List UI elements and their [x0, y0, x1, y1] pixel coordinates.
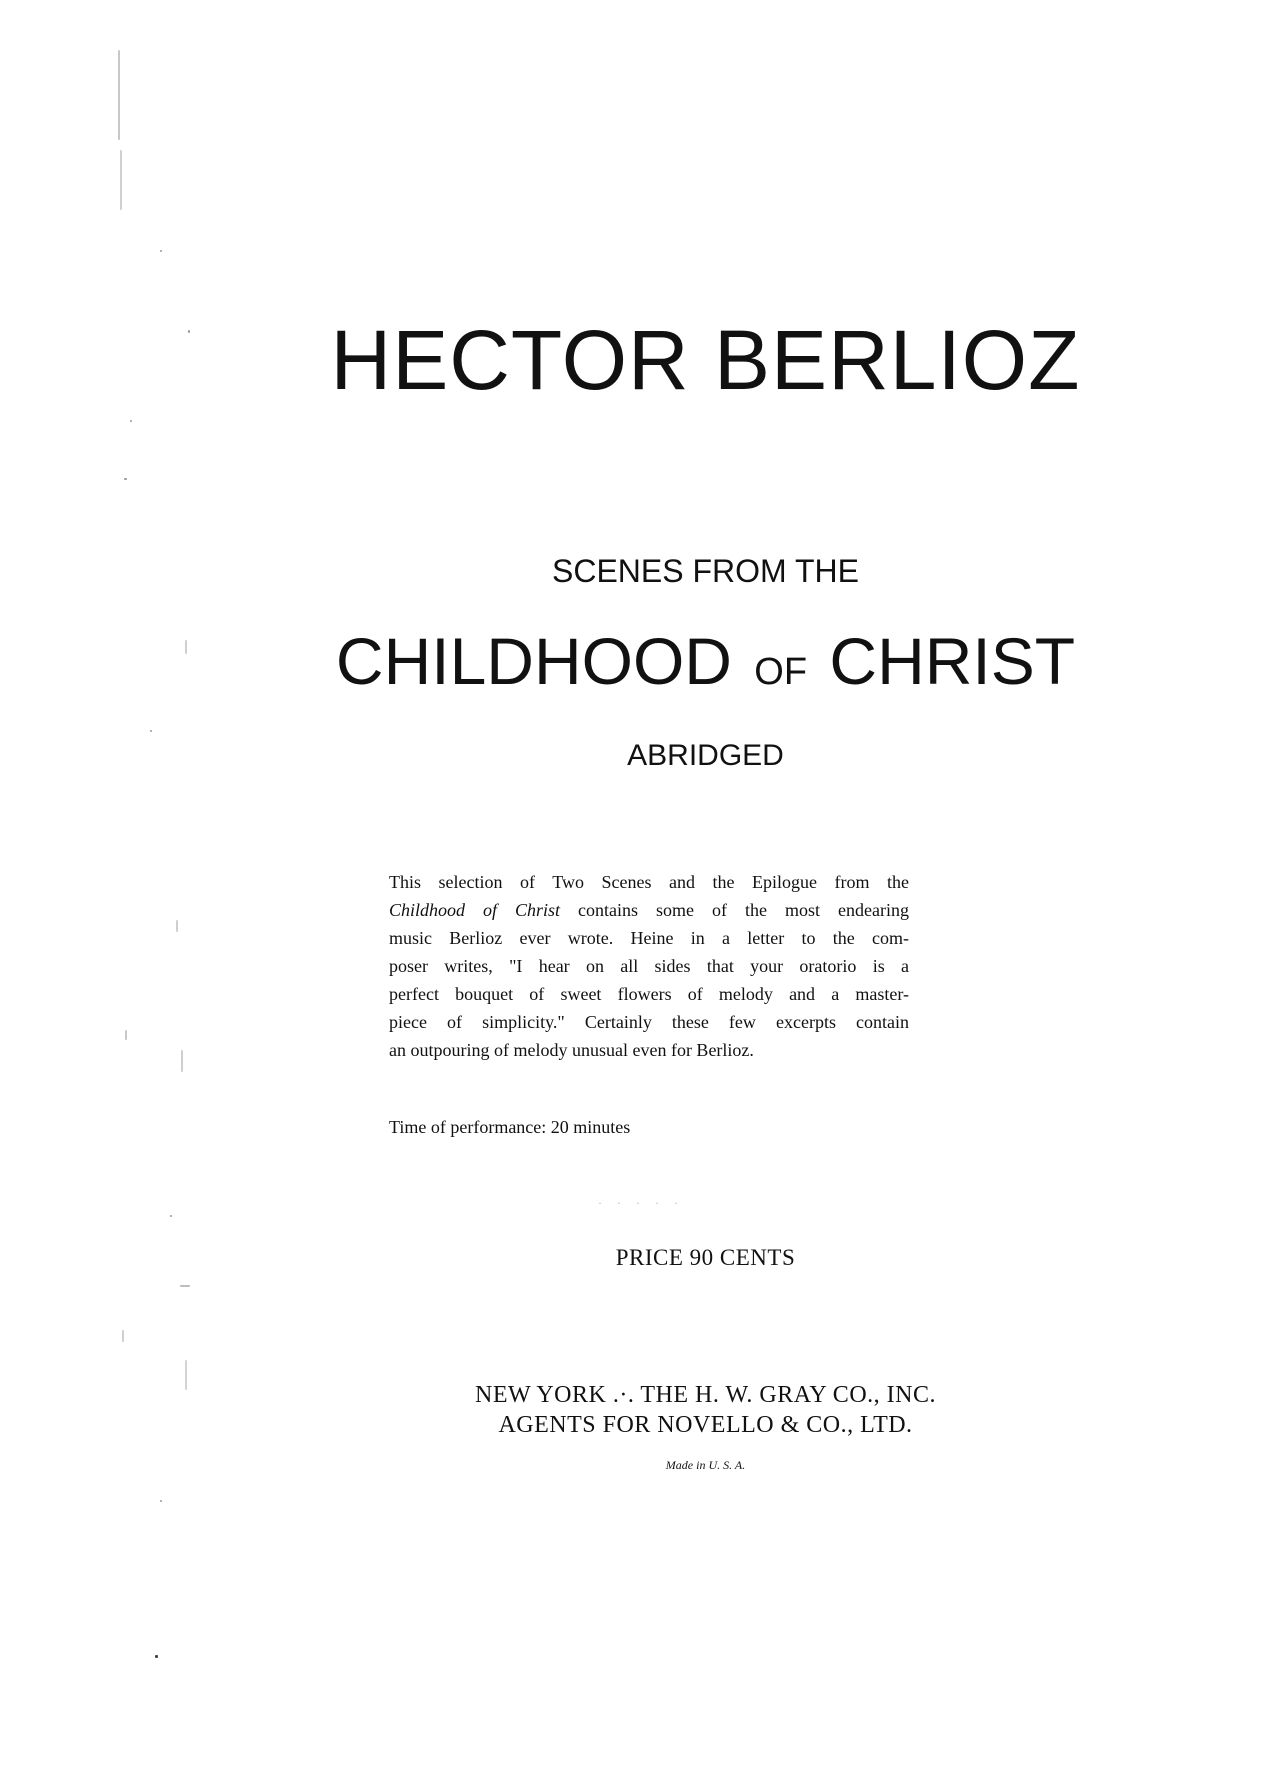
description-paragraph [389, 868, 909, 1064]
work-title-part2: CHRIST [829, 624, 1076, 698]
composer-name: HECTOR BERLIOZ [330, 313, 1081, 407]
agents-line: AGENTS FOR NOVELLO & CO., LTD. [498, 1412, 913, 1438]
work-title-italic: Childhood of Christ [389, 900, 561, 920]
description-line: an outpouring of melody unusual even for Berlioz. [389, 1040, 754, 1060]
description-line [389, 896, 909, 924]
description-line-text: contains some of the most endearing [560, 900, 910, 920]
work-title [0, 624, 1271, 698]
description-line: perfect bouquet of sweet flowers of melody and a master- [389, 984, 909, 1004]
work-title-part1: CHILDHOOD [335, 624, 732, 698]
performance-time: Time of performance: 20 minutes [389, 1117, 631, 1137]
description-line: music Berlioz ever wrote. Heine in a letter to the com- [389, 928, 909, 948]
description-line: This selection of Two Scenes and the Epilogue from the [389, 872, 909, 892]
abridged-label: ABRIDGED [627, 739, 784, 772]
description-line: poser writes, "I hear on all sides that your oratorio is a [389, 956, 909, 976]
work-title-of: OF [754, 651, 808, 693]
made-in-label: Made in U. S. A. [665, 1458, 746, 1472]
publisher-line: NEW YORK .·. THE H. W. GRAY CO., INC. [475, 1382, 936, 1408]
decorative-dots: · · · · · [598, 1196, 684, 1210]
subtitle-scenes: SCENES FROM THE [552, 553, 859, 589]
description-line: piece of simplicity." Certainly these few excerpts contain [389, 1012, 909, 1032]
price-label: PRICE 90 CENTS [615, 1245, 796, 1270]
